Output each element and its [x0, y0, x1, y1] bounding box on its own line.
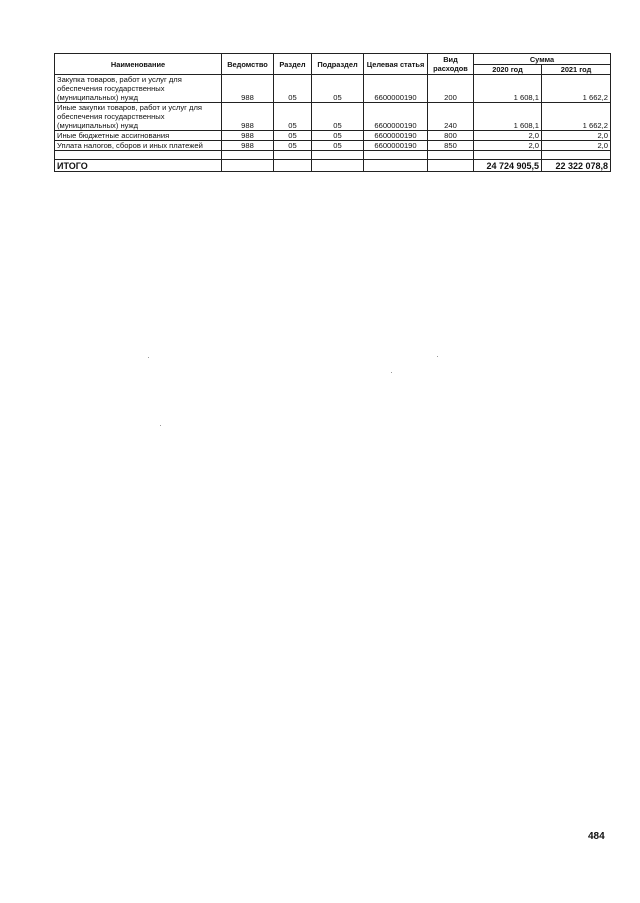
row-name: Иные закупки товаров, работ и услуг для обеспечения государственных (муниципальных) нужд: [55, 103, 222, 131]
header-row: [55, 54, 611, 65]
header-dept: Ведомство: [222, 54, 274, 75]
row-dept: 988: [222, 75, 274, 103]
empty-row: [55, 151, 611, 160]
header-expense-type: Вид расходов: [428, 54, 474, 75]
header-year-2020: 2020 год: [474, 65, 542, 75]
row-2020: 2,0: [474, 131, 542, 141]
table-row: [55, 75, 611, 103]
page-number: 484: [588, 831, 605, 842]
header-name: Наименование: [55, 54, 222, 75]
row-subsection: 05: [312, 131, 364, 141]
scan-speck: [437, 356, 438, 357]
row-subsection: 05: [312, 103, 364, 131]
row-target: 6600000190: [364, 75, 428, 103]
row-2021: 2,0: [542, 141, 611, 151]
scan-speck: [160, 425, 161, 426]
row-2020: 1 608,1: [474, 75, 542, 103]
header-year-2021: 2021 год: [542, 65, 611, 75]
row-target: 6600000190: [364, 131, 428, 141]
row-expense-type: 800: [428, 131, 474, 141]
row-expense-type: 200: [428, 75, 474, 103]
row-name: Уплата налогов, сборов и иных платежей: [55, 141, 222, 151]
scan-speck: [391, 372, 392, 373]
row-subsection: 05: [312, 75, 364, 103]
row-name: Закупка товаров, работ и услуг для обеспечения государственных (муниципальных) нужд: [55, 75, 222, 103]
header-target: Целевая статья: [364, 54, 428, 75]
row-dept: 988: [222, 103, 274, 131]
row-target: 6600000190: [364, 141, 428, 151]
row-section: 05: [274, 131, 312, 141]
budget-table: [54, 53, 611, 172]
header-sum: Сумма: [474, 54, 611, 65]
row-2020: 1 608,1: [474, 103, 542, 131]
row-subsection: 05: [312, 141, 364, 151]
row-section: 05: [274, 141, 312, 151]
header-section: Раздел: [274, 54, 312, 75]
total-label: ИТОГО: [55, 160, 222, 172]
row-section: 05: [274, 103, 312, 131]
row-2021: 1 662,2: [542, 103, 611, 131]
row-dept: 988: [222, 141, 274, 151]
row-section: 05: [274, 75, 312, 103]
total-row: [55, 160, 611, 172]
scan-speck: [148, 357, 149, 358]
row-expense-type: 240: [428, 103, 474, 131]
table-row: [55, 103, 611, 131]
row-name: Иные бюджетные ассигнования: [55, 131, 222, 141]
row-expense-type: 850: [428, 141, 474, 151]
row-target: 6600000190: [364, 103, 428, 131]
row-2020: 2,0: [474, 141, 542, 151]
row-2021: 1 662,2: [542, 75, 611, 103]
table-row: [55, 141, 611, 151]
header-subsection: Подраздел: [312, 54, 364, 75]
row-2021: 2,0: [542, 131, 611, 141]
total-2021: 22 322 078,8: [542, 160, 611, 172]
table-row: [55, 131, 611, 141]
total-2020: 24 724 905,5: [474, 160, 542, 172]
row-dept: 988: [222, 131, 274, 141]
